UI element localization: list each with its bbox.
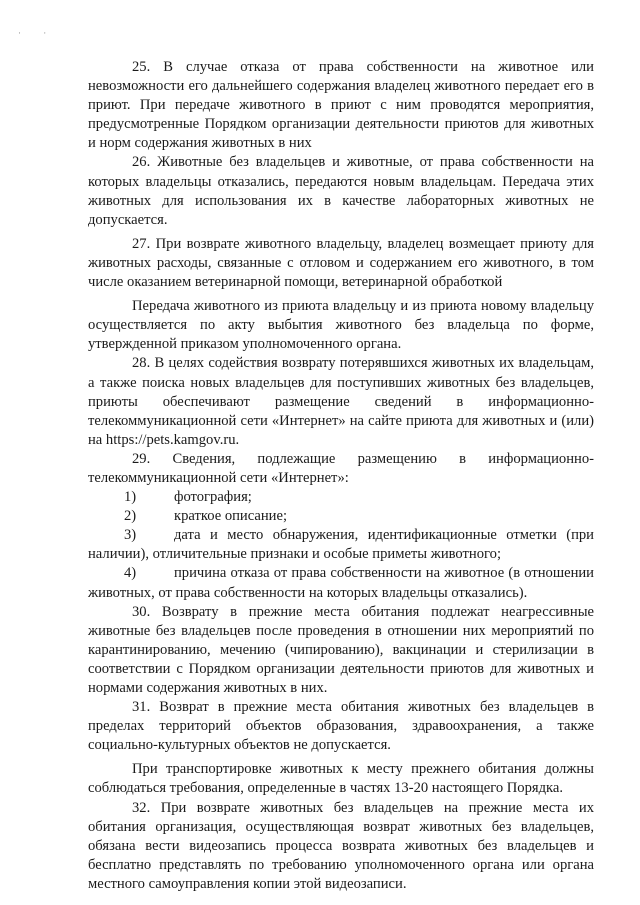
list-item-number: 4) [124,565,137,582]
list-item-number: 3) [124,527,137,544]
paragraph-30: 30. Возврату в прежние места обитания подлежат неагрессивные животные без владельцев после проведения в отношении них мероприятий по карантинированию, мечению (чипированию), вакцинации и стерилизации в соответствии с Порядком организации деятельности приютов для животных и нормами содержания животных в них. [88,603,594,696]
paragraph-26: 26. Животные без владельцев и животные, от права собственности на которых владельцы отказались, передаются новым владельцам. Передача этих животных для использования их в качестве лабораторных животных не допускается. [88,154,594,228]
list-item [88,564,594,602]
paragraph-31-transport: При транспортировке животных к месту прежнего обитания должны соблюдаться требования, определенные в частях 13-20 настоящего Порядка. [88,761,594,797]
paragraph-32: 32. При возврате животных без владельцев на прежние места их обитания организация, осуществляющая возврат животных без владельцев, обязана вести видеозапись процесса возврата животных без владельцев и бесплатно представлять по требованию уполномоченного органа или органа местного самоуправления копии этой видеозаписи. [88,799,594,892]
list-item-text: фотография; [174,489,252,506]
list-item [88,526,594,564]
list-item-number: 2) [124,508,137,525]
paragraph-25: 25. В случае отказа от права собственности на животное или невозможности его дальнейшего содержания владелец животного передает его в приют. При передаче животного в приют с ним проводятся мероприятия, предусмотренные Порядком организации деятельности приютов для животных и норм содержания животных в них [88,59,594,152]
paragraph-28: 28. В целях содействия возврату потерявшихся животных их владельцам, а также поиска новых владельцев для поступивших животных без владельцев, приюты обеспечивают размещение сведений в информационно-телекоммуникационной сети «Интернет» на сайте приюта для животных и (или) на https://pets.kamgov.ru. [88,355,594,448]
document-body [88,58,594,894]
list-item [88,507,594,526]
list-item-text: причина отказа от права собственности на животное (в отношении животных, от права собственности на которых владельцы отказались). [88,565,594,601]
paragraph-27-transfer: Передача животного из приюта владельцу и из приюта новому владельцу осуществляется по акту выбытия животного без владельца по форме, утвержденной приказом уполномоченного органа. [88,298,594,353]
list-item [88,488,594,507]
list-item-number: 1) [124,489,137,506]
paragraph-27: 27. При возврате животного владельцу, владелец возмещает приюту для животных расходы, связанные с отловом и содержанием его животного, в том числе оказанием ветеринарной помощи, ветеринарной обработкой [88,235,594,291]
paragraph-31: 31. Возврат в прежние места обитания животных без владельцев в пределах территорий объектов образования, здравоохранения, а также социально-культурных объектов не допускается. [88,699,594,754]
list-item-text: дата и место обнаружения, идентификационные отметки (при наличии), отличительные признаки и особые приметы животного; [88,527,594,563]
list-item-text: краткое описание; [174,508,288,525]
scan-artifact: · · [18,28,57,38]
paragraph-29: 29. Сведения, подлежащие размещению в информационно-телекоммуникационной сети «Интернет»: [88,450,594,486]
